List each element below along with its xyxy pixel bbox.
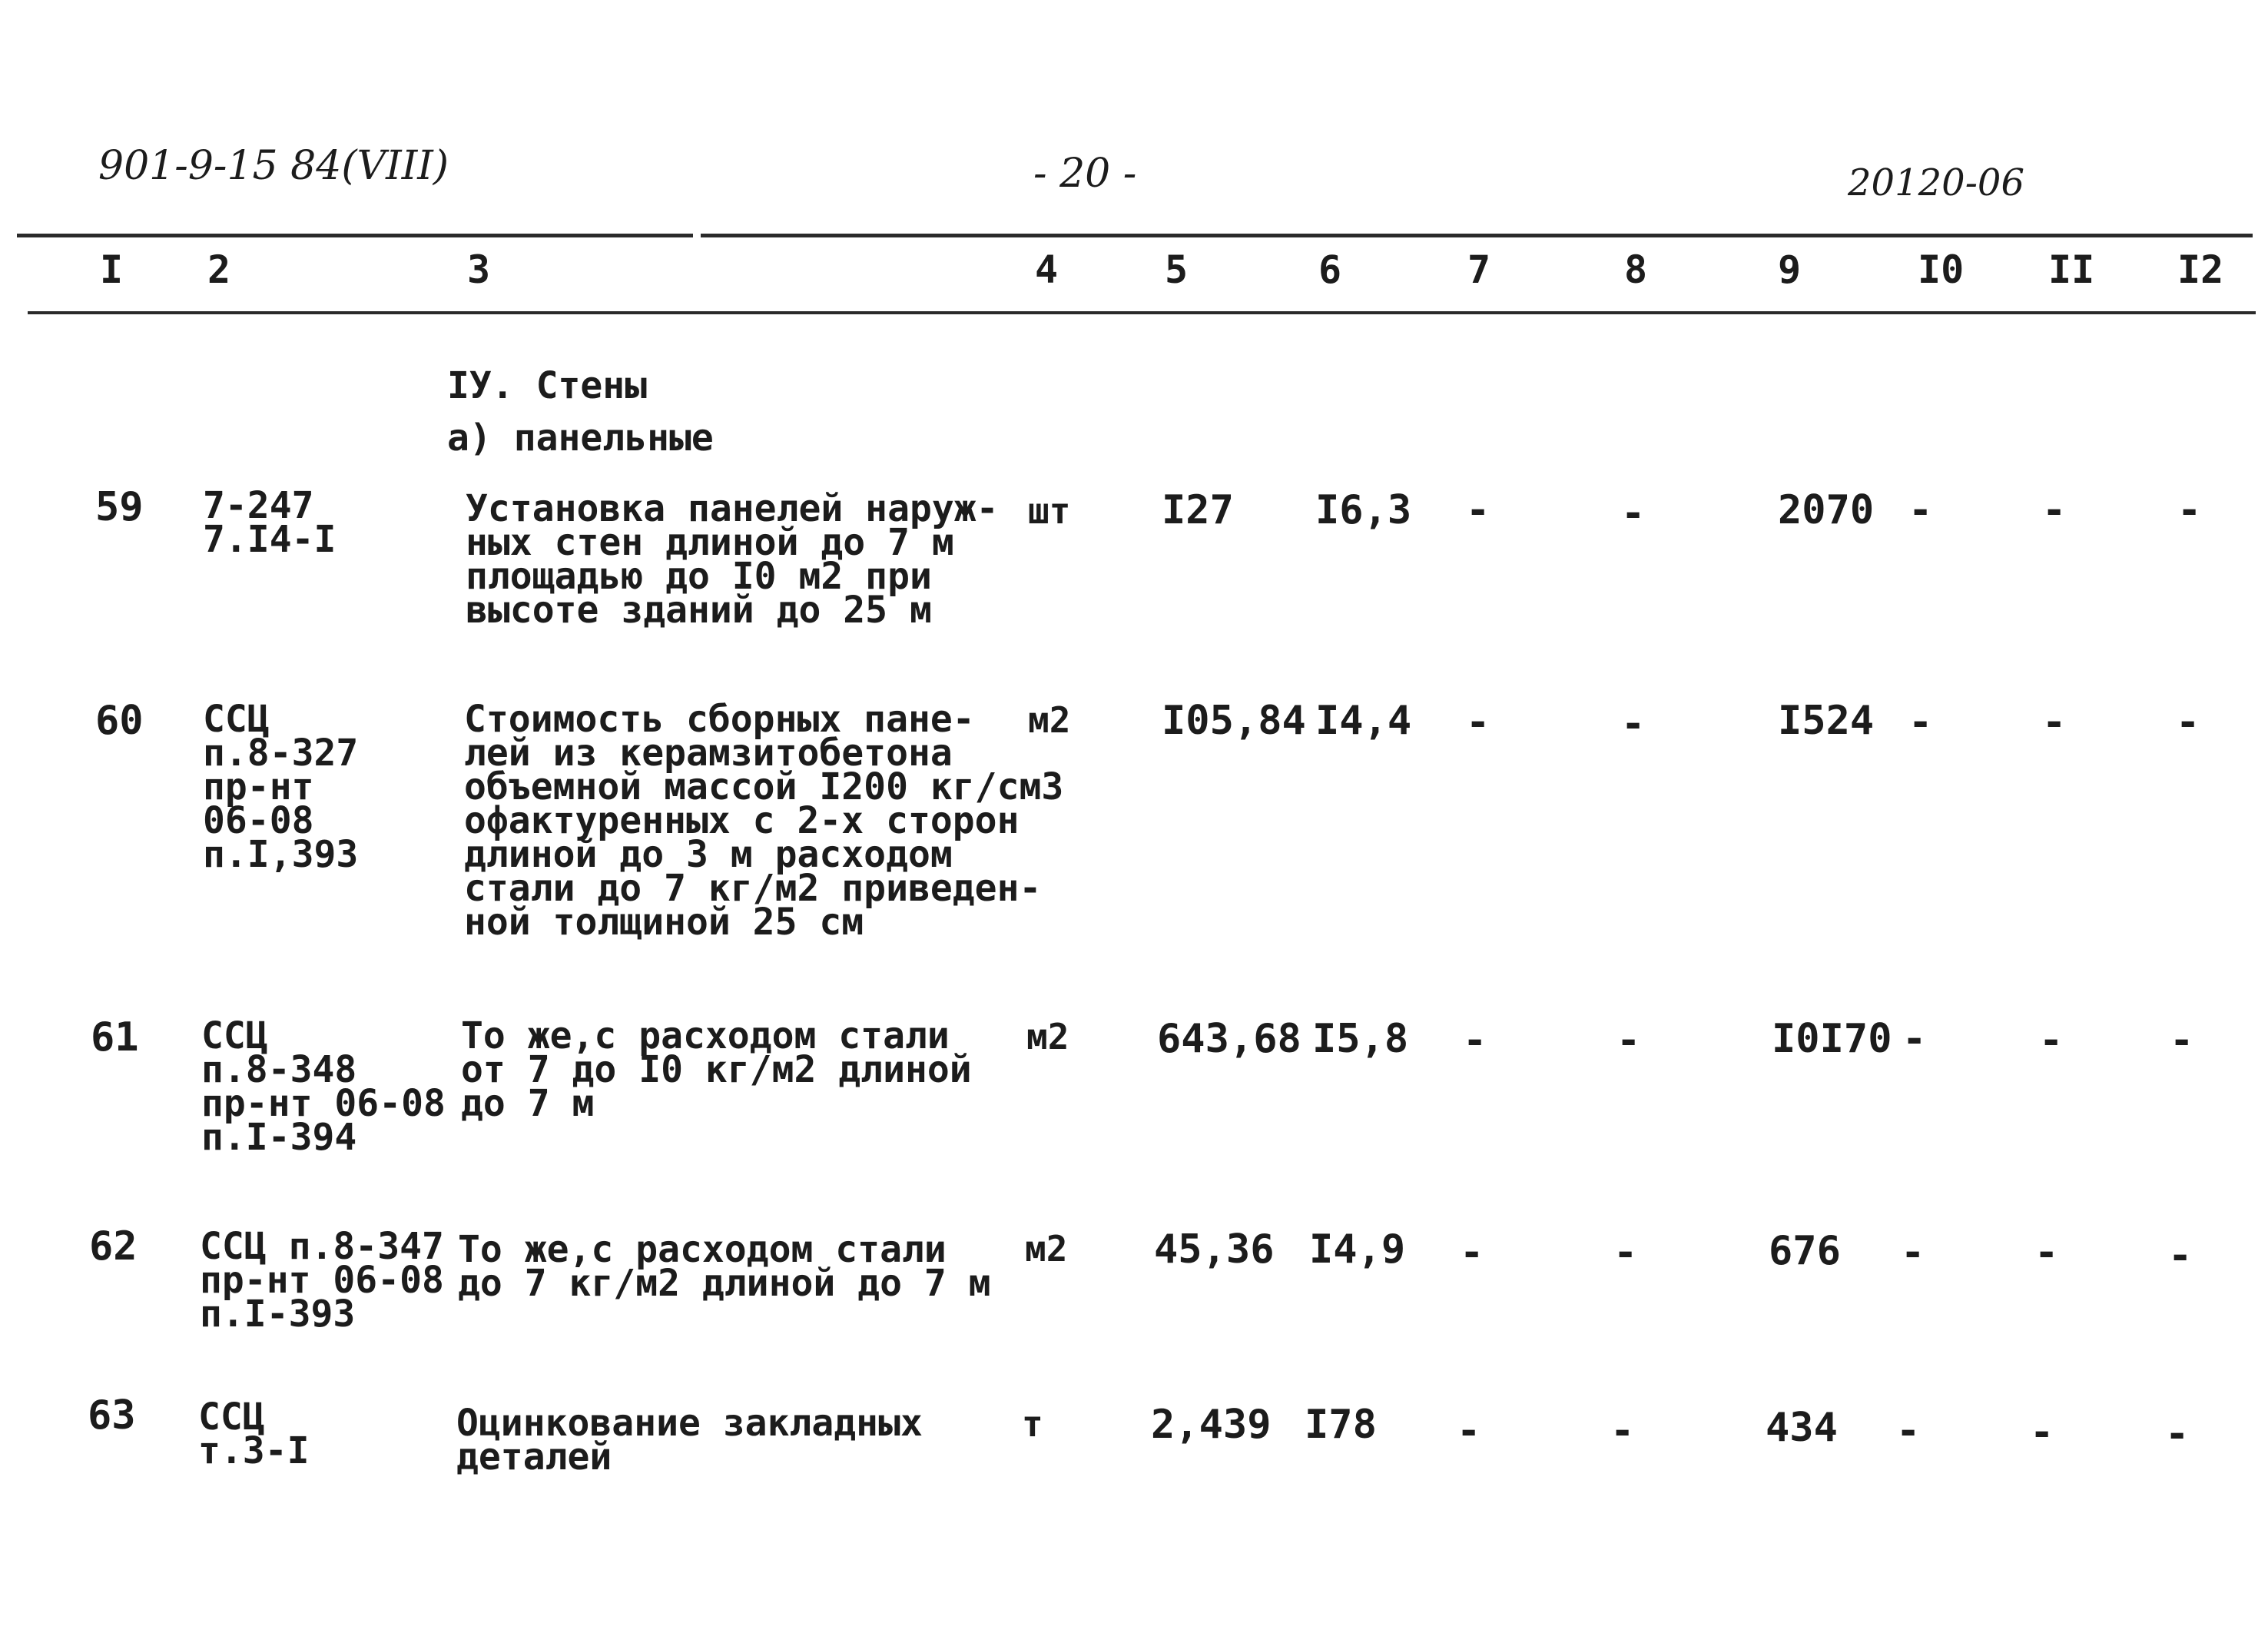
row-col12: - [2165,1411,2190,1457]
row-col8: - [1610,1408,1635,1454]
row-number: 60 [95,698,144,744]
row-col9: I0I70 [1772,1016,1892,1062]
row-description: Стоимость сборных пане- лей из керамзитобетона объемной массой I200 кг/см3 офактуренных с 2-х сторон длиной до 3 м расходом стали до 7 кг/м2 приведен- ной толщиной 25 см [464,698,1064,944]
column-header-2: 2 [207,247,231,292]
column-header-9: 9 [1778,247,1802,292]
row-col11: - [2042,487,2067,533]
row-col11: - [2034,1230,2059,1276]
document-code: 901-9-15 84(VIII) [98,143,449,189]
row-col8: - [1621,490,1646,536]
row-col10: - [1908,699,1933,745]
row-description: То же,с расходом стали от 7 до I0 кг/м2 длиной до 7 м [461,1014,972,1125]
row-code: ССЦ т.3-I [198,1396,310,1472]
column-header-11: II [2048,247,2095,292]
row-col12: - [2170,1017,2194,1064]
row-number: 62 [89,1223,138,1270]
column-header-4: 4 [1035,247,1059,292]
row-col6: I4,9 [1309,1226,1406,1273]
row-col6: I6,3 [1315,487,1412,533]
column-header-1: I [100,247,124,292]
row-description: Установка панелей наруж- ных стен длиной до 7 м площадью до I0 м2 при высоте зданий до 25 м [466,487,999,632]
row-unit: м2 [1025,1228,1068,1270]
header-rule-bottom [28,311,2256,314]
row-code: 7-247 7.I4-I [203,484,337,561]
row-number: 63 [88,1392,136,1439]
row-col6: I5,8 [1312,1016,1409,1062]
row-number: 59 [95,484,144,530]
row-col11: - [2030,1409,2054,1455]
column-header-7: 7 [1467,247,1491,292]
row-col9: 2070 [1778,487,1875,533]
row-col10: - [1896,1408,1921,1454]
row-unit: м2 [1026,1016,1069,1057]
row-col5: 45,36 [1154,1226,1275,1273]
row-col6: I78 [1305,1402,1377,1448]
archive-number: 20120-06 [1848,161,2024,204]
row-col9: 434 [1766,1405,1838,1451]
row-col12: - [2168,1233,2193,1279]
row-col10: - [1902,1016,1927,1062]
row-col7: - [1466,487,1490,533]
row-description: То же,с расходом стали до 7 кг/м2 длиной до 7 м [458,1228,991,1305]
header-rule-top-left [17,234,693,237]
column-header-10: I0 [1918,247,1965,292]
row-col12: - [2177,487,2202,533]
column-header-12: I2 [2177,247,2224,292]
row-col11: - [2039,1017,2064,1064]
row-col5: I27 [1162,487,1234,533]
row-col10: - [1908,487,1933,533]
column-header-8: 8 [1624,247,1648,292]
row-col9: 676 [1769,1228,1841,1274]
row-col5: 643,68 [1157,1016,1301,1062]
column-header-5: 5 [1165,247,1189,292]
row-unit: т [1022,1403,1043,1445]
header-rule-top-right [701,234,2253,237]
row-col6: I4,4 [1315,698,1412,744]
row-col12: - [2176,699,2200,745]
row-col9: I524 [1778,698,1875,744]
row-code: ССЦ п.8-348 пр-нт 06-08 п.I-394 [201,1014,446,1159]
row-col5: I05,84 [1162,698,1306,744]
section-subtitle: а) панельные [447,417,714,460]
row-col11: - [2042,699,2067,745]
row-col5: 2,439 [1151,1402,1272,1448]
row-col7: - [1460,1230,1484,1276]
row-code: ССЦ п.8-347 пр-нт 06-08 п.I-393 [200,1225,444,1336]
row-col8: - [1613,1230,1638,1276]
column-header-3: 3 [467,247,491,292]
row-unit: шт [1028,490,1071,532]
row-description: Оцинкование закладных деталей [456,1402,923,1479]
row-number: 61 [91,1014,139,1060]
section-title: IУ. Стены [447,364,648,407]
row-unit: м2 [1028,699,1071,741]
row-col8: - [1616,1017,1641,1064]
row-col7: - [1466,699,1490,745]
row-col8: - [1621,701,1646,747]
row-col10: - [1901,1230,1925,1276]
row-code: ССЦ п.8-327 пр-нт 06-08 п.I,393 [203,698,359,876]
column-header-6: 6 [1318,247,1342,292]
page-number: - 20 - [1033,151,1137,197]
row-col7: - [1463,1017,1487,1064]
row-col7: - [1457,1408,1481,1454]
